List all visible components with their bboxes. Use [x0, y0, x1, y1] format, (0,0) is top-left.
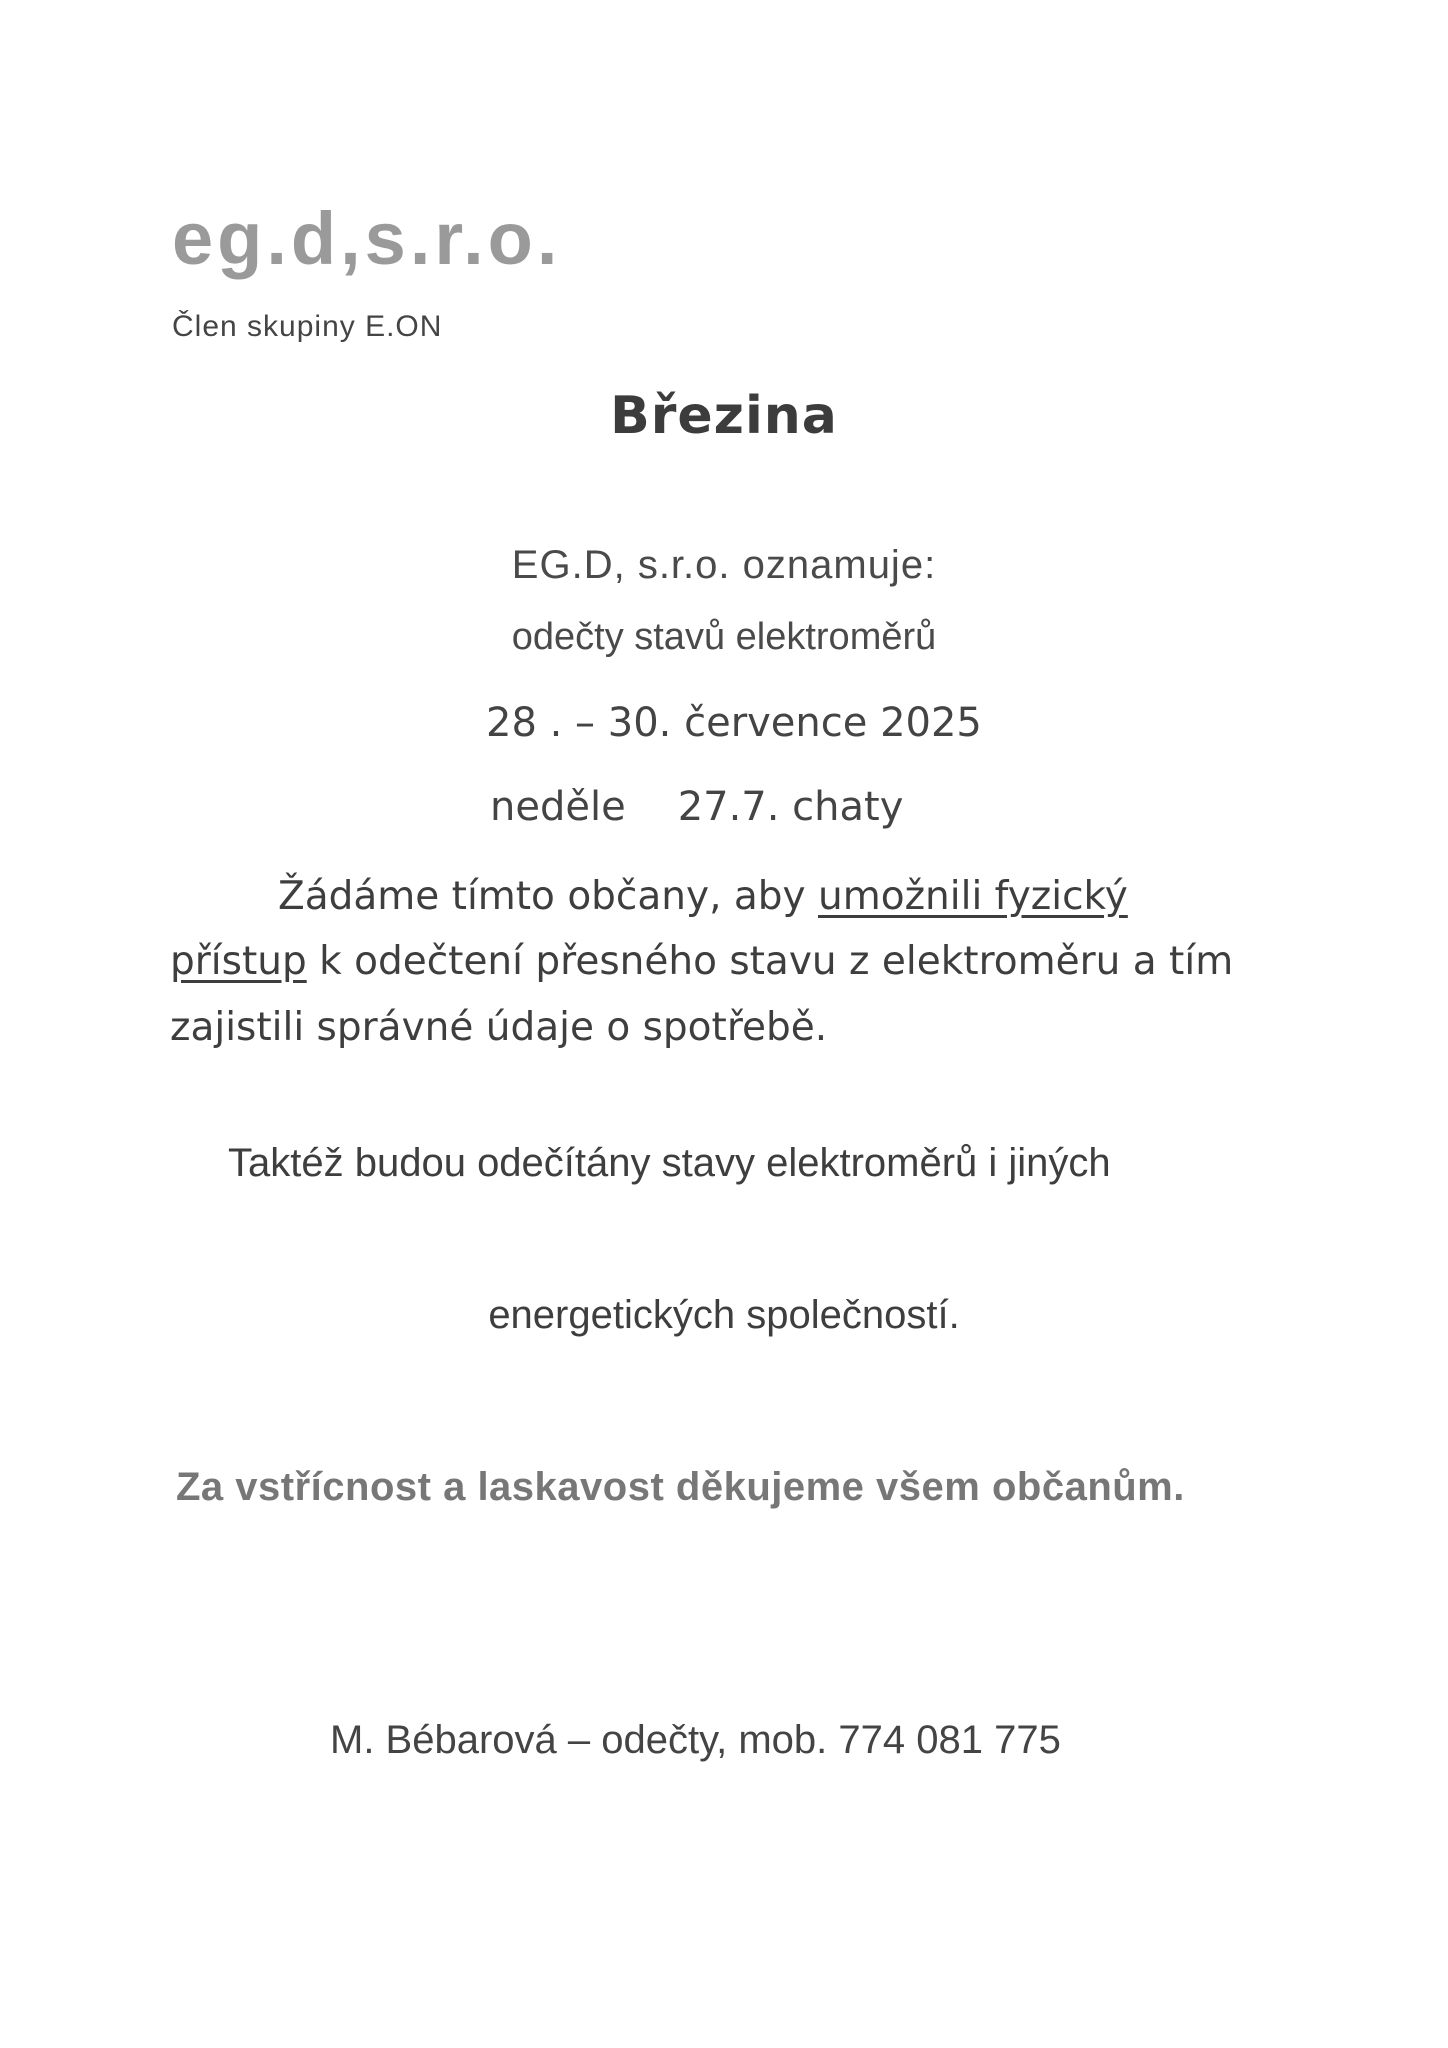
- village-title: Březina: [610, 386, 838, 446]
- request-line-3: zajistili správné údaje o spotřebě.: [170, 1005, 828, 1050]
- request-text-1-underlined: umožnili fyzický: [818, 874, 1128, 919]
- contact-line: M. Bébarová – odečty, mob. 774 081 775: [330, 1718, 1061, 1762]
- thanks-line: Za vstřícnost a laskavost děkujeme všem občanům.: [176, 1465, 1185, 1509]
- other-companies-line-1: Taktéž budou odečítány stavy elektroměrů i jiných: [228, 1141, 1111, 1185]
- request-line-2: [170, 939, 1234, 984]
- request-text-2-underlined: přístup: [170, 939, 307, 984]
- announcement-heading: EG.D, s.r.o. oznamuje:: [511, 543, 937, 587]
- request-line-1: [278, 874, 1128, 919]
- request-text-2b: k odečtení přesného stavu z elektroměru a tím: [306, 939, 1234, 984]
- request-text-1a: Žádáme tímto občany, aby: [278, 874, 819, 919]
- announcement-subject: odečty stavů elektroměrů: [511, 616, 937, 658]
- cottages-day: neděle: [490, 784, 626, 830]
- cottages-date: [490, 784, 904, 830]
- cottages-detail: 27.7. chaty: [677, 784, 904, 830]
- reading-dates: 28 . – 30. července 2025: [486, 700, 982, 746]
- group-membership: Člen skupiny E.ON: [172, 310, 443, 343]
- other-companies-line-2: energetických společností.: [488, 1293, 960, 1337]
- company-logo: eg.d,s.r.o.: [172, 197, 562, 280]
